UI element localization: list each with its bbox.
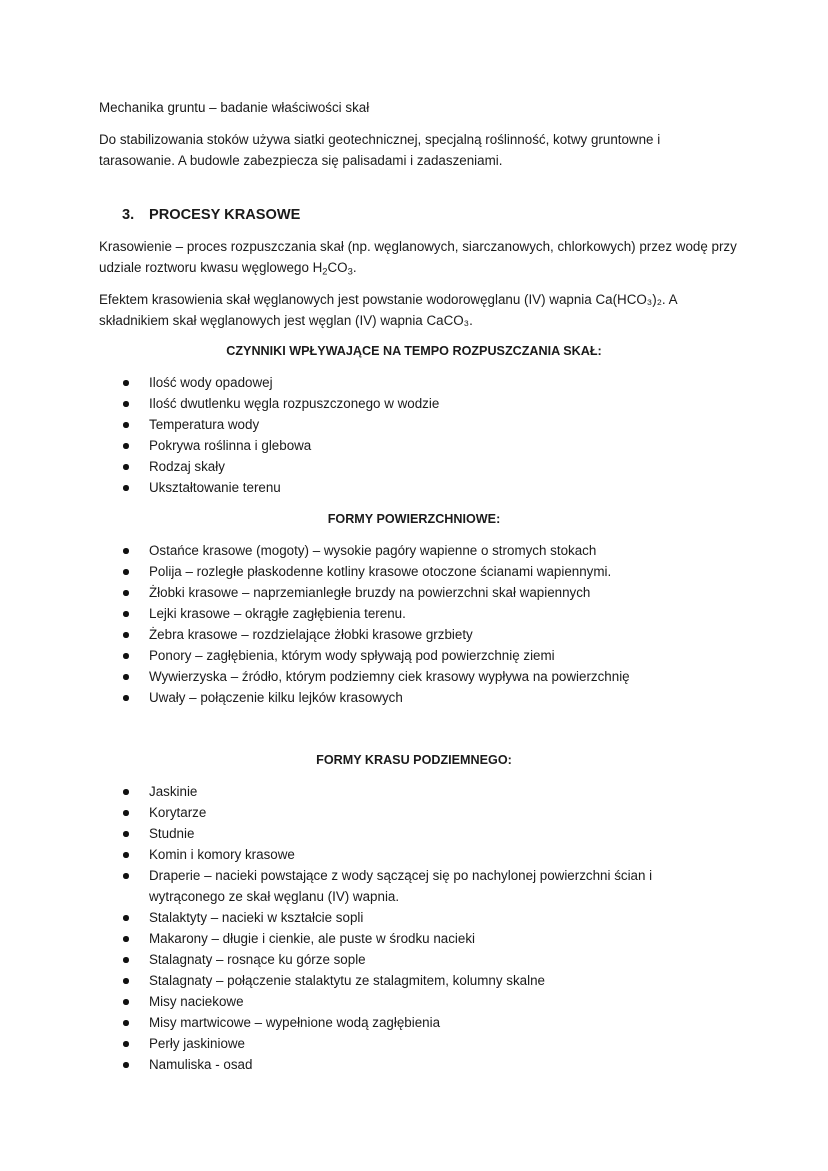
list-item: Jaskinie xyxy=(122,781,682,802)
list-item: Żłobki krasowe – naprzemianległe bruzdy na powierzchni skał wapiennych xyxy=(122,582,682,603)
list-item: Korytarze xyxy=(122,802,682,823)
definition-paragraph xyxy=(99,236,739,278)
list-item: Perły jaskiniowe xyxy=(122,1033,682,1054)
list-item: Pokrywa roślinna i glebowa xyxy=(122,435,682,456)
list-item: Komin i komory krasowe xyxy=(122,844,682,865)
list-item: Stalagnaty – rosnące ku górze sople xyxy=(122,949,682,970)
list-item: Rodzaj skały xyxy=(122,456,682,477)
list-item: Misy martwicowe – wypełnione wodą zagłębienia xyxy=(122,1012,682,1033)
underground-forms-title: FORMY KRASU PODZIEMNEGO: xyxy=(316,753,512,767)
list-item: Ponory – zagłębienia, którym wody spływają pod powierzchnię ziemi xyxy=(122,645,682,666)
factors-title: CZYNNIKI WPŁYWAJĄCE NA TEMPO ROZPUSZCZANIA SKAŁ: xyxy=(226,344,602,358)
list-item: Uwały – połączenie kilku lejków krasowych xyxy=(122,687,682,708)
list-item: Studnie xyxy=(122,823,682,844)
list-item: Żebra krasowe – rozdzielające żłobki krasowe grzbiety xyxy=(122,624,682,645)
definition-text: Krasowienie – proces rozpuszczania skał (np. węglanowych, siarczanowych, chlorkowych) przez wodę przy udziale roztworu kwasu węglowego H xyxy=(99,239,737,275)
list-item: Namuliska - osad xyxy=(122,1054,682,1075)
list-item: Ilość wody opadowej xyxy=(122,372,682,393)
intro-line: Mechanika gruntu – badanie właściwości skał xyxy=(99,100,370,115)
surface-forms-title: FORMY POWIERZCHNIOWE: xyxy=(327,512,501,526)
formula-subscript-1: 2 xyxy=(322,266,328,277)
list-item: Draperie – nacieki powstające z wody sączącej się po nachylonej powierzchni ścian i wytrąconego ze skał węglanu (IV) wapnia. xyxy=(122,865,669,907)
formula-mid: CO xyxy=(327,260,348,275)
list-item: Ostańce krasowe (mogoty) – wysokie pagóry wapienne o stromych stokach xyxy=(122,540,682,561)
list-item: Lejki krasowe – okrągłe zagłębienia terenu. xyxy=(122,603,682,624)
list-item: Polija – rozległe płaskodenne kotliny krasowe otoczone ścianami wapiennymi. xyxy=(122,561,682,582)
list-item: Stalagnaty – połączenie stalaktytu ze stalagmitem, kolumny skalne xyxy=(122,970,682,991)
list-item: Stalaktyty – nacieki w kształcie sopli xyxy=(122,907,682,928)
list-item: Makarony – długie i cienkie, ale puste w środku nacieki xyxy=(122,928,682,949)
effect-paragraph: Efektem krasowienia skał węglanowych jest powstanie wodorowęglanu (IV) wapnia Ca(HCO₃)₂. A składnikiem skał węglanowych jest węglan (IV) wapnia CaCO₃. xyxy=(99,292,677,328)
list-item: Misy naciekowe xyxy=(122,991,682,1012)
underground-forms-list xyxy=(122,781,682,1075)
stabilization-paragraph: Do stabilizowania stoków używa siatki geotechnicznej, specjalną roślinność, kotwy gruntowne i tarasowanie. A budowle zabezpiecza się palisadami i zadaszeniami. xyxy=(99,132,661,168)
factors-list xyxy=(122,372,682,498)
section-title: PROCESY KRASOWE xyxy=(149,207,301,223)
list-item: Ilość dwutlenku węgla rozpuszczonego w wodzie xyxy=(122,393,682,414)
section-number: 3. xyxy=(122,207,135,223)
surface-forms-list xyxy=(122,540,682,708)
formula-end: . xyxy=(352,260,357,275)
section-heading xyxy=(122,205,300,226)
list-item: Wywierzyska – źródło, którym podziemny ciek krasowy wypływa na powierzchnię xyxy=(122,666,682,687)
formula-subscript-2: 3 xyxy=(347,266,353,277)
list-item: Ukształtowanie terenu xyxy=(122,477,682,498)
list-item: Temperatura wody xyxy=(122,414,682,435)
